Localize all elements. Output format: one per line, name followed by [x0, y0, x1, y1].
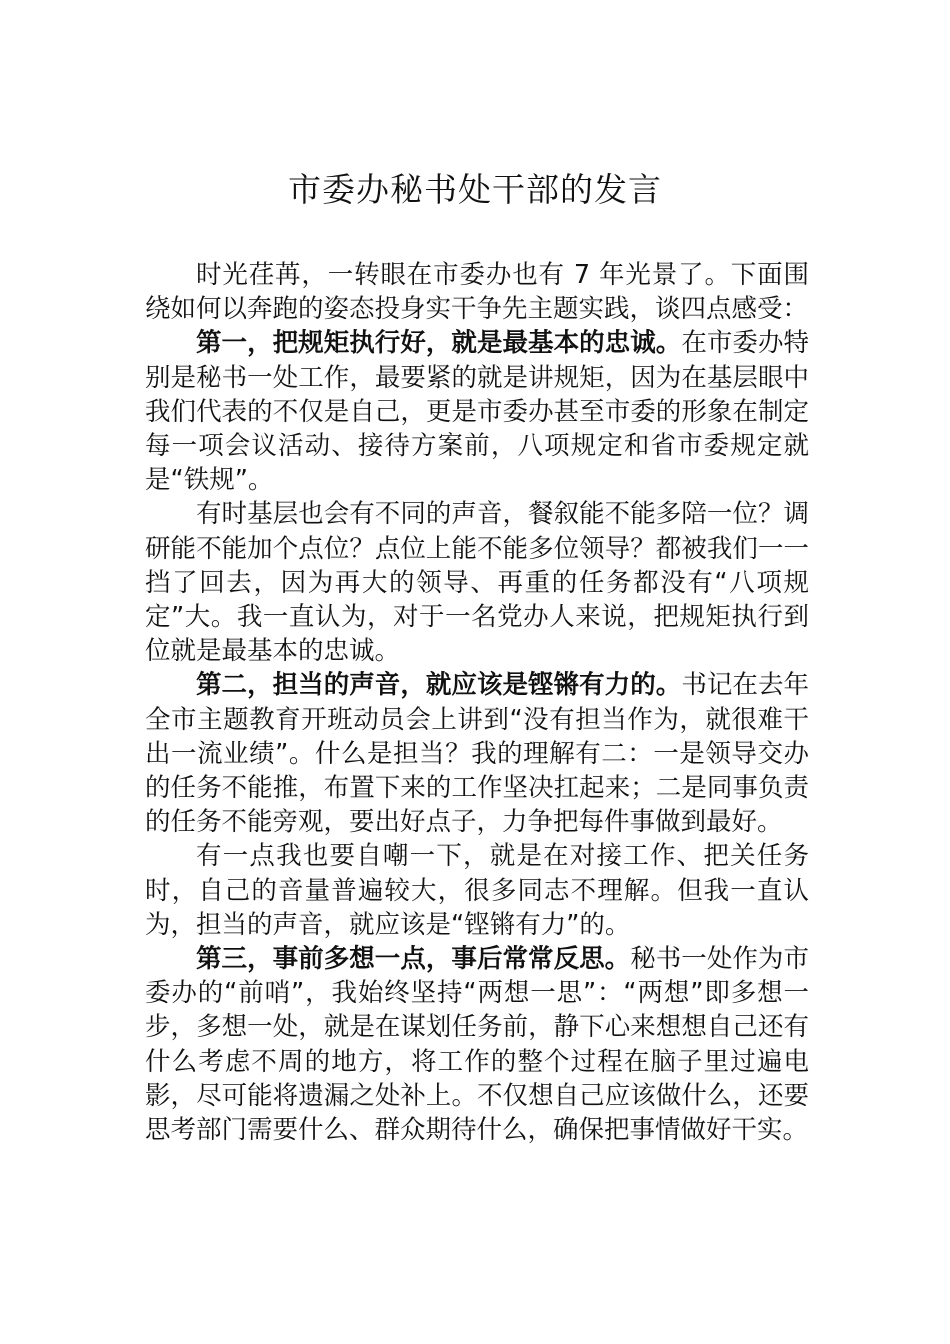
paragraph-text: 书记在去年全市主题教育开班动员会上讲到“没有担当作为，就很难干出一流业绩”。什么是担当？我的理解有二：一是领导交办的任务不能推，布置下来的工作坚决扛起来；二是同事负责的任务不能旁观，要出好点子，力争把每件事做到最好。 [145, 670, 809, 838]
paragraph [145, 668, 809, 839]
page-title: 市委办秘书处干部的发言 [288, 170, 662, 209]
paragraph-lead: 第二，担当的声音，就应该是铿锵有力的。 [196, 670, 682, 701]
paragraph [145, 258, 809, 326]
paragraph-lead: 第一，把规矩执行好，就是最基本的忠诚。 [196, 328, 682, 359]
paragraph [145, 497, 809, 668]
paragraph-lead: 第三，事前多想一点，事后常常反思。 [196, 944, 631, 975]
paragraph-text: 秘书一处作为市委办的“前哨”，我始终坚持“两想一思”：“两想”即多想一步，多想一处，就是在谋划任务前，静下心来想想自己还有什么考虑不周的地方，将工作的整个过程在脑子里过遍电影，尽可能将遗漏之处补上。不仅想自己应该做什么，还要思考部门需要什么、群众期待什么，确保把事情做好干实。 [145, 944, 809, 1146]
paragraph-text: 时光荏苒，一转眼在市委办也有 7 年光景了。下面围绕如何以奔跑的姿态投身实干争先主题实践，谈四点感受： [145, 260, 809, 325]
paragraph [145, 942, 809, 1147]
paragraph-text: 在市委办特别是秘书一处工作，最要紧的就是讲规矩，因为在基层眼中我们代表的不仅是自己，更是市委办甚至市委的形象在制定每一项会议活动、接待方案前，八项规定和省市委规定就是“铁规”。 [145, 328, 809, 496]
paragraph-text: 有时基层也会有不同的声音，餐叙能不能多陪一位？调研能不能加个点位？点位上能不能多位领导？都被我们一一挡了回去，因为再大的领导、再重的任务都没有“八项规定”大。我一直认为，对于一名党办人来说，把规矩执行到位就是最基本的忠诚。 [145, 499, 809, 667]
paragraph-text: 有一点我也要自嘲一下，就是在对接工作、把关任务时，自己的音量普遍较大，很多同志不理解。但我一直认为，担当的声音，就应该是“铿锵有力”的。 [145, 841, 809, 940]
document-body [145, 258, 809, 1147]
paragraph [145, 326, 809, 497]
paragraph [145, 839, 809, 942]
